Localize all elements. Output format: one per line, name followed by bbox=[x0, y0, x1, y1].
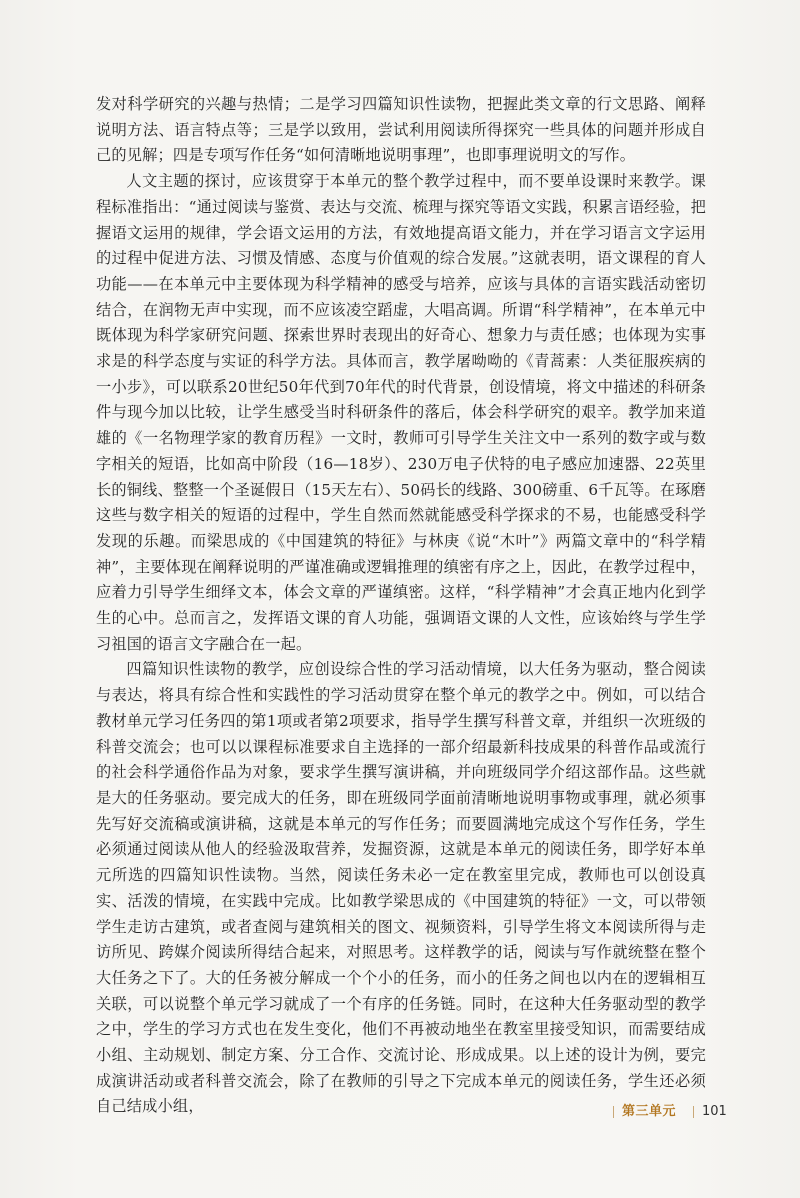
paragraph-continued: 发对科学研究的兴趣与热情；二是学习四篇知识性读物，把握此类文章的行文思路、阐释说明方法、语言特点等；三是学以致用，尝试利用阅读所得探究一些具体的问题并形成自己的见解；四是专项写作任务“如何清晰地说明事理”，也即事理说明文的写作。 bbox=[96, 95, 706, 165]
page-number: 101 bbox=[702, 1104, 727, 1119]
paragraph-humanistic-theme: 人文主题的探讨，应该贯穿于本单元的整个教学过程中，而不要单设课时来教学。课程标准指出：“通过阅读与鉴赏、表达与交流、梳理与探究等语文实践，积累言语经验，把握语文运用的规律，学会语文运用的方法，有效地提高语文能力，并在学习语言文字运用的过程中促进方法、习惯及情感、态度与价值观的综合发展。”这就表明，语文课程的育人功能——在本单元中主要体现为科学精神的感受与培养，应该与具体的言语实践活动密切结合，在润物无声中实现，而不应该凌空蹈虚，大唱高调。所谓“科学精神”，在本单元中既体现为科学家研究问题、探索世界时表现出的好奇心、想象力与责任感；也体现为实事求是的科学态度与实证的科学方法。具体而言，教学屠呦呦的《青蒿素：人类征服疾病的一小步》，可以联系20世纪50年代到70年代的时代背景，创设情境，将文中描述的科研条件与现今加以比较，让学生感受当时科研条件的落后，体会科学研究的艰辛。教学加来道雄的《一名物理学家的教育历程》一文时，教师可引导学生关注文中一系列的数字或与数字相关的短语，比如高中阶段（16—18岁）、230万电子伏特的电子感应加速器、22英里长的铜线、整整一个圣诞假日（15天左右）、50码长的线路、300磅重、6千瓦等。在琢磨这些与数字相关的短语的过程中，学生自然而然就能感受科学探求的不易，也能感受科学发现的乐趣。而梁思成的《中国建筑的特征》与林庚《说“木叶”》两篇文章中的“科学精神”，主要体现在阐释说明的严谨准确或逻辑推理的缜密有序之上，因此，在教学过程中，应着力引导学生细绎文本，体会文章的严谨缜密。这样，“科学精神”才会真正地内化到学生的心中。总而言之，发挥语文课的育人功能，强调语文课的人文性，应该始终与学生学习祖国的语言文字融合在一起。 bbox=[96, 172, 706, 653]
paragraph-task-driven-teaching: 四篇知识性读物的教学，应创设综合性的学习活动情境，以大任务为驱动，整合阅读与表达，将具有综合性和实践性的学习活动贯穿在整个单元的教学之中。例如，可以结合教材单元学习任务四的第1项或者第2项要求，指导学生撰写科普文章，并组织一次班级的科普交流会；也可以以课程标准要求自主选择的一部介绍最新科技成果的科普作品或流行的社会科学通俗作品为对象，要求学生撰写演讲稿，并向班级同学介绍这部作品。这些就是大的任务驱动。要完成大的任务，即在班级同学面前清晰地说明事物或事理，就必须事先写好交流稿或演讲稿，这就是本单元的写作任务；而要圆满地完成这个写作任务，学生必须通过阅读从他人的经验汲取营养，发掘资源，这就是本单元的阅读任务，即学好本单元所选的四篇知识性读物。当然，阅读任务未必一定在教室里完成，教师也可以创设真实、活泼的情境，在实践中完成。比如教学梁思成的《中国建筑的特征》一文，可以带领学生走访古建筑，或者查阅与建筑相关的图文、视频资料，引导学生将文本阅读所得与走访所见、跨媒介阅读所得结合起来，对照思考。这样教学的话，阅读与写作就统整在整个大任务之下了。大的任务被分解成一个个小的任务，而小的任务之间也以内在的逻辑相互关联，可以说整个单元学习就成了一个有序的任务链。同时，在这种大任务驱动型的教学之中，学生的学习方式也在发生变化，他们不再被动地坐在教室里接受知识，而需要结成小组、主动规划、制定方案、分工合作、交流讨论、形成成果。以上述的设计为例，要完成演讲活动或者科普交流会，除了在教师的引导之下完成本单元的阅读任务，学生还必须自己结成小组， bbox=[96, 660, 706, 1116]
page-footer bbox=[610, 1102, 727, 1122]
unit-label: 第三单元 bbox=[622, 1104, 677, 1119]
footer-separator-left bbox=[613, 1106, 614, 1118]
body-text bbox=[96, 92, 706, 1120]
footer-separator-right bbox=[693, 1106, 694, 1118]
